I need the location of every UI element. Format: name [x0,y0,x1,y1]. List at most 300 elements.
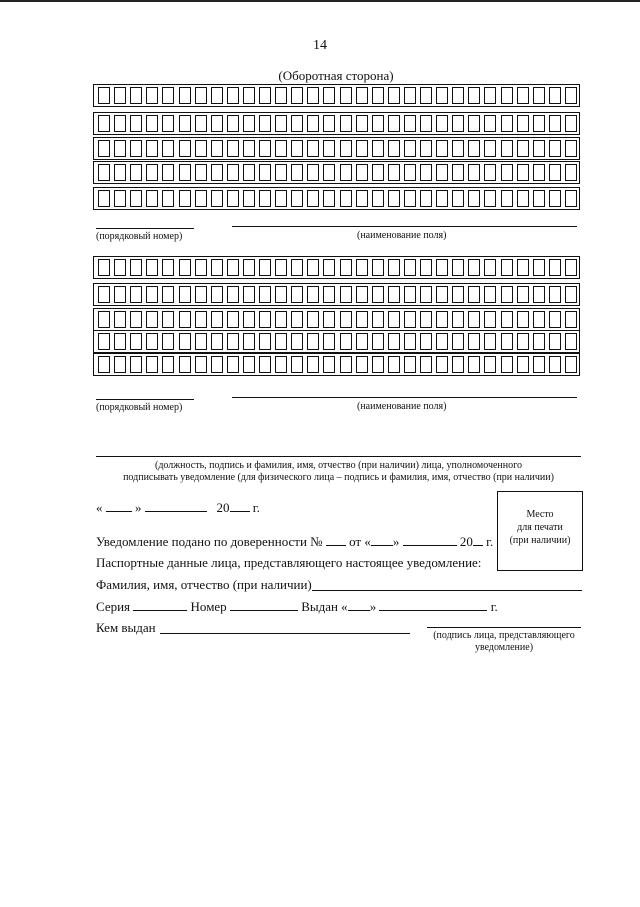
character-cell[interactable] [452,190,464,207]
character-cell[interactable] [162,164,174,181]
character-cell[interactable] [356,356,368,373]
grid-row[interactable] [93,308,580,331]
character-cell[interactable] [162,356,174,373]
character-cell[interactable] [549,311,561,328]
character-cell[interactable] [388,311,400,328]
character-cell[interactable] [452,333,464,350]
character-cell[interactable] [484,286,496,303]
character-cell[interactable] [372,311,384,328]
grid-row[interactable] [93,353,580,376]
character-cell[interactable] [243,115,255,132]
character-cell[interactable] [517,333,529,350]
character-cell[interactable] [420,87,432,104]
character-cell[interactable] [404,190,416,207]
character-cell[interactable] [484,164,496,181]
character-cell[interactable] [452,87,464,104]
character-cell[interactable] [549,140,561,157]
character-cell[interactable] [565,286,577,303]
character-cell[interactable] [388,164,400,181]
character-cell[interactable] [388,333,400,350]
character-cell[interactable] [404,164,416,181]
character-cell[interactable] [130,311,142,328]
character-cell[interactable] [533,190,545,207]
character-cell[interactable] [130,259,142,276]
grid-row[interactable] [93,187,580,210]
character-cell[interactable] [98,311,110,328]
character-cell[interactable] [340,286,352,303]
character-cell[interactable] [243,356,255,373]
character-cell[interactable] [98,140,110,157]
character-cell[interactable] [195,311,207,328]
character-cell[interactable] [195,259,207,276]
character-cell[interactable] [501,311,513,328]
character-cell[interactable] [243,333,255,350]
character-cell[interactable] [323,190,335,207]
character-cell[interactable] [211,140,223,157]
character-cell[interactable] [259,333,271,350]
character-cell[interactable] [179,190,191,207]
character-cell[interactable] [179,87,191,104]
character-cell[interactable] [275,259,287,276]
character-cell[interactable] [533,259,545,276]
character-cell[interactable] [323,259,335,276]
character-cell[interactable] [130,286,142,303]
character-cell[interactable] [484,259,496,276]
character-cell[interactable] [114,311,126,328]
character-cell[interactable] [146,115,158,132]
character-cell[interactable] [468,311,480,328]
issued-by-input-line[interactable] [160,633,410,634]
grid-row[interactable] [93,161,580,184]
character-cell[interactable] [259,164,271,181]
character-cell[interactable] [565,164,577,181]
character-cell[interactable] [307,140,319,157]
character-cell[interactable] [501,333,513,350]
character-cell[interactable] [468,87,480,104]
character-cell[interactable] [98,286,110,303]
character-cell[interactable] [195,190,207,207]
character-cell[interactable] [259,259,271,276]
character-cell[interactable] [275,140,287,157]
character-cell[interactable] [162,190,174,207]
character-cell[interactable] [501,140,513,157]
character-cell[interactable] [114,87,126,104]
character-cell[interactable] [323,286,335,303]
character-cell[interactable] [501,286,513,303]
character-cell[interactable] [517,190,529,207]
character-cell[interactable] [484,190,496,207]
character-cell[interactable] [323,140,335,157]
character-cell[interactable] [323,164,335,181]
character-cell[interactable] [436,311,448,328]
character-cell[interactable] [372,259,384,276]
character-cell[interactable] [130,87,142,104]
character-cell[interactable] [420,286,432,303]
character-cell[interactable] [195,286,207,303]
character-cell[interactable] [243,164,255,181]
character-cell[interactable] [501,115,513,132]
character-cell[interactable] [146,311,158,328]
character-cell[interactable] [484,115,496,132]
character-cell[interactable] [323,87,335,104]
character-cell[interactable] [468,164,480,181]
character-cell[interactable] [259,286,271,303]
character-cell[interactable] [356,190,368,207]
character-cell[interactable] [452,140,464,157]
character-cell[interactable] [179,259,191,276]
character-cell[interactable] [98,259,110,276]
character-cell[interactable] [227,190,239,207]
character-cell[interactable] [420,164,432,181]
date-year-blank[interactable] [230,499,250,512]
character-cell[interactable] [259,311,271,328]
character-cell[interactable] [130,190,142,207]
character-cell[interactable] [243,190,255,207]
character-cell[interactable] [388,87,400,104]
character-cell[interactable] [98,164,110,181]
character-cell[interactable] [162,87,174,104]
character-cell[interactable] [195,164,207,181]
character-cell[interactable] [227,115,239,132]
character-cell[interactable] [356,140,368,157]
character-cell[interactable] [565,140,577,157]
character-cell[interactable] [195,333,207,350]
character-cell[interactable] [388,356,400,373]
character-cell[interactable] [323,115,335,132]
character-cell[interactable] [227,259,239,276]
proxy-day-blank[interactable] [371,533,393,546]
character-cell[interactable] [98,87,110,104]
character-cell[interactable] [404,87,416,104]
character-cell[interactable] [114,356,126,373]
character-cell[interactable] [533,333,545,350]
character-cell[interactable] [211,115,223,132]
character-cell[interactable] [372,87,384,104]
character-cell[interactable] [533,140,545,157]
character-cell[interactable] [340,140,352,157]
character-cell[interactable] [146,356,158,373]
character-cell[interactable] [517,140,529,157]
character-cell[interactable] [146,286,158,303]
character-cell[interactable] [195,87,207,104]
grid-row[interactable] [93,256,580,279]
character-cell[interactable] [420,115,432,132]
character-cell[interactable] [243,311,255,328]
character-cell[interactable] [179,333,191,350]
character-cell[interactable] [259,87,271,104]
character-cell[interactable] [195,356,207,373]
character-cell[interactable] [179,164,191,181]
character-cell[interactable] [356,311,368,328]
character-cell[interactable] [484,356,496,373]
character-cell[interactable] [388,259,400,276]
character-cell[interactable] [98,356,110,373]
character-cell[interactable] [468,356,480,373]
character-cell[interactable] [436,164,448,181]
character-cell[interactable] [565,190,577,207]
character-cell[interactable] [533,164,545,181]
series-blank[interactable] [133,598,187,611]
character-cell[interactable] [404,259,416,276]
character-cell[interactable] [243,286,255,303]
character-cell[interactable] [468,286,480,303]
character-cell[interactable] [420,311,432,328]
character-cell[interactable] [227,164,239,181]
character-cell[interactable] [243,259,255,276]
character-cell[interactable] [340,115,352,132]
character-cell[interactable] [114,164,126,181]
character-cell[interactable] [114,140,126,157]
character-cell[interactable] [452,286,464,303]
character-cell[interactable] [468,140,480,157]
character-cell[interactable] [275,286,287,303]
character-cell[interactable] [130,115,142,132]
character-cell[interactable] [436,333,448,350]
character-cell[interactable] [179,311,191,328]
character-cell[interactable] [372,333,384,350]
character-cell[interactable] [291,311,303,328]
character-cell[interactable] [501,190,513,207]
character-cell[interactable] [162,259,174,276]
character-cell[interactable] [291,87,303,104]
issued-day-blank[interactable] [348,598,370,611]
character-cell[interactable] [484,140,496,157]
character-cell[interactable] [162,115,174,132]
character-cell[interactable] [533,115,545,132]
character-cell[interactable] [114,333,126,350]
character-cell[interactable] [565,311,577,328]
rep-signature-line[interactable] [427,627,581,628]
grid-row[interactable] [93,137,580,160]
character-cell[interactable] [388,115,400,132]
character-cell[interactable] [356,87,368,104]
character-cell[interactable] [501,356,513,373]
character-cell[interactable] [452,259,464,276]
character-cell[interactable] [549,190,561,207]
character-cell[interactable] [340,311,352,328]
character-cell[interactable] [146,140,158,157]
proxy-month-blank[interactable] [403,533,457,546]
character-cell[interactable] [259,190,271,207]
character-cell[interactable] [227,356,239,373]
character-cell[interactable] [179,140,191,157]
character-cell[interactable] [484,87,496,104]
character-cell[interactable] [291,164,303,181]
grid-row[interactable] [93,283,580,306]
character-cell[interactable] [323,356,335,373]
character-cell[interactable] [114,190,126,207]
character-cell[interactable] [275,311,287,328]
character-cell[interactable] [372,164,384,181]
issued-month-blank[interactable] [379,598,487,611]
proxy-year-blank[interactable] [473,533,483,546]
character-cell[interactable] [452,356,464,373]
character-cell[interactable] [307,286,319,303]
character-cell[interactable] [130,356,142,373]
character-cell[interactable] [162,311,174,328]
character-cell[interactable] [565,87,577,104]
character-cell[interactable] [372,356,384,373]
character-cell[interactable] [146,259,158,276]
character-cell[interactable] [307,164,319,181]
character-cell[interactable] [340,259,352,276]
character-cell[interactable] [436,259,448,276]
character-cell[interactable] [517,286,529,303]
character-cell[interactable] [146,164,158,181]
fio-input-line[interactable] [312,590,582,591]
character-cell[interactable] [549,259,561,276]
character-cell[interactable] [356,259,368,276]
character-cell[interactable] [565,333,577,350]
character-cell[interactable] [130,333,142,350]
character-cell[interactable] [340,356,352,373]
character-cell[interactable] [275,115,287,132]
character-cell[interactable] [114,259,126,276]
character-cell[interactable] [291,356,303,373]
character-cell[interactable] [404,356,416,373]
character-cell[interactable] [307,87,319,104]
grid-row[interactable] [93,330,580,353]
proxy-number-blank[interactable] [326,533,346,546]
character-cell[interactable] [565,356,577,373]
character-cell[interactable] [275,164,287,181]
character-cell[interactable] [243,87,255,104]
character-cell[interactable] [323,333,335,350]
grid-row[interactable] [93,112,580,135]
character-cell[interactable] [162,286,174,303]
character-cell[interactable] [275,87,287,104]
character-cell[interactable] [517,87,529,104]
character-cell[interactable] [146,87,158,104]
character-cell[interactable] [452,311,464,328]
character-cell[interactable] [291,140,303,157]
character-cell[interactable] [468,333,480,350]
character-cell[interactable] [146,190,158,207]
character-cell[interactable] [275,190,287,207]
date-day-blank[interactable] [106,499,132,512]
character-cell[interactable] [291,190,303,207]
character-cell[interactable] [130,164,142,181]
character-cell[interactable] [98,115,110,132]
character-cell[interactable] [468,190,480,207]
character-cell[interactable] [533,286,545,303]
character-cell[interactable] [501,164,513,181]
character-cell[interactable] [307,259,319,276]
character-cell[interactable] [291,115,303,132]
character-cell[interactable] [533,311,545,328]
character-cell[interactable] [195,140,207,157]
character-cell[interactable] [549,87,561,104]
character-cell[interactable] [549,356,561,373]
character-cell[interactable] [227,140,239,157]
character-cell[interactable] [404,115,416,132]
character-cell[interactable] [388,286,400,303]
character-cell[interactable] [420,259,432,276]
character-cell[interactable] [517,259,529,276]
character-cell[interactable] [307,190,319,207]
character-cell[interactable] [420,356,432,373]
character-cell[interactable] [356,164,368,181]
character-cell[interactable] [211,311,223,328]
character-cell[interactable] [549,115,561,132]
character-cell[interactable] [307,115,319,132]
date-month-blank[interactable] [145,499,207,512]
character-cell[interactable] [291,286,303,303]
character-cell[interactable] [275,356,287,373]
character-cell[interactable] [533,87,545,104]
character-cell[interactable] [404,311,416,328]
character-cell[interactable] [404,333,416,350]
character-cell[interactable] [517,356,529,373]
character-cell[interactable] [227,286,239,303]
character-cell[interactable] [259,356,271,373]
character-cell[interactable] [162,140,174,157]
character-cell[interactable] [211,164,223,181]
character-cell[interactable] [211,356,223,373]
character-cell[interactable] [356,286,368,303]
character-cell[interactable] [356,333,368,350]
character-cell[interactable] [420,140,432,157]
character-cell[interactable] [452,115,464,132]
character-cell[interactable] [533,356,545,373]
character-cell[interactable] [211,259,223,276]
character-cell[interactable] [404,140,416,157]
character-cell[interactable] [162,333,174,350]
character-cell[interactable] [372,115,384,132]
number-blank[interactable] [230,598,298,611]
character-cell[interactable] [114,115,126,132]
character-cell[interactable] [340,333,352,350]
character-cell[interactable] [501,259,513,276]
character-cell[interactable] [340,87,352,104]
character-cell[interactable] [340,190,352,207]
character-cell[interactable] [436,190,448,207]
character-cell[interactable] [388,190,400,207]
character-cell[interactable] [340,164,352,181]
character-cell[interactable] [114,286,126,303]
character-cell[interactable] [211,333,223,350]
character-cell[interactable] [98,333,110,350]
character-cell[interactable] [307,311,319,328]
character-cell[interactable] [517,311,529,328]
character-cell[interactable] [307,356,319,373]
character-cell[interactable] [468,259,480,276]
character-cell[interactable] [179,286,191,303]
character-cell[interactable] [211,87,223,104]
character-cell[interactable] [452,164,464,181]
character-cell[interactable] [307,333,319,350]
character-cell[interactable] [501,87,513,104]
character-cell[interactable] [565,115,577,132]
character-cell[interactable] [227,333,239,350]
character-cell[interactable] [227,311,239,328]
character-cell[interactable] [372,190,384,207]
character-cell[interactable] [420,190,432,207]
character-cell[interactable] [420,333,432,350]
character-cell[interactable] [275,333,287,350]
character-cell[interactable] [549,164,561,181]
character-cell[interactable] [404,286,416,303]
character-cell[interactable] [291,259,303,276]
character-cell[interactable] [323,311,335,328]
character-cell[interactable] [517,164,529,181]
character-cell[interactable] [436,356,448,373]
character-cell[interactable] [372,286,384,303]
character-cell[interactable] [291,333,303,350]
character-cell[interactable] [211,286,223,303]
character-cell[interactable] [211,190,223,207]
character-cell[interactable] [146,333,158,350]
